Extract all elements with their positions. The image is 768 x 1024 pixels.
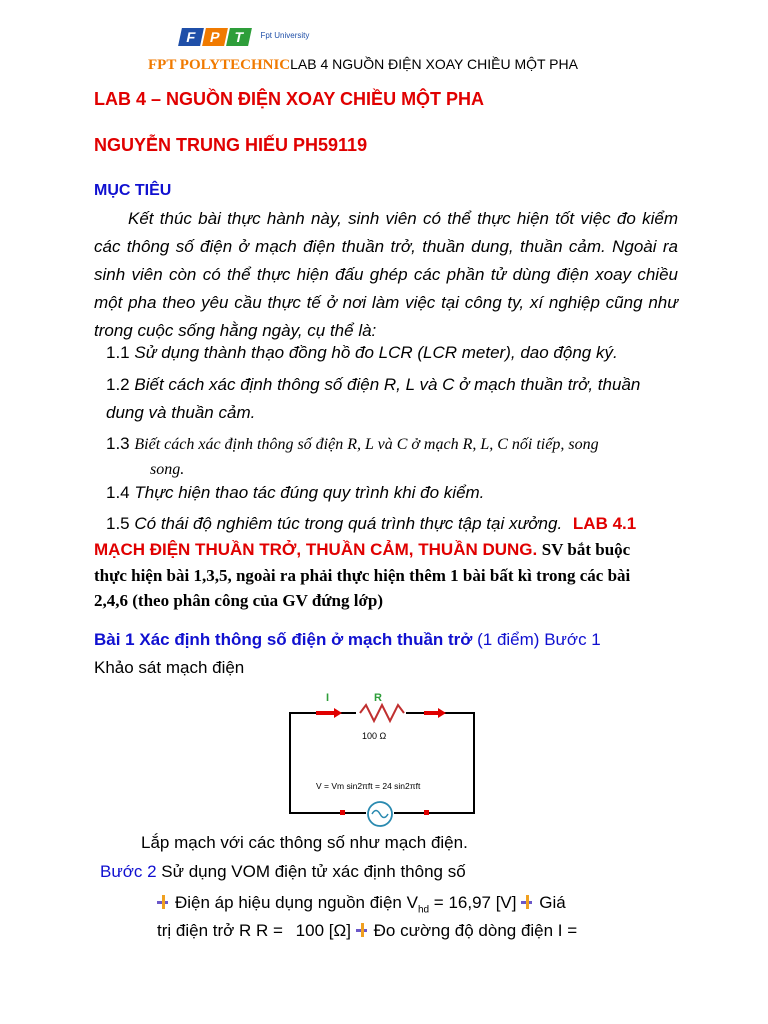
task1-title: Bài 1 Xác định thông số điện ở mạch thuần trở (94, 630, 473, 649)
header-line (148, 56, 578, 74)
logo-letter-t: T (226, 28, 252, 46)
item-1-5 (106, 514, 636, 534)
item-num: 1.4 (106, 483, 130, 502)
polytechnic-brand: FPT POLYTECHNIC (148, 57, 291, 73)
assemble-text: Lắp mạch với các thông số như mạch điện. (141, 833, 468, 852)
author: NGUYỄN TRUNG HIẾU PH59119 (94, 135, 368, 155)
source-formula: V = Vm sin2πft = 24 sin2πft (316, 781, 421, 791)
item-text-cont: dung và thuần cảm. (106, 403, 256, 422)
logo-letter-p: P (202, 28, 228, 46)
measurement-line-2 (157, 921, 577, 941)
item-num: 1.5 (106, 514, 130, 533)
resistor-circuit-diagram (278, 683, 480, 833)
task1-points: (1 điểm) (477, 630, 540, 649)
item-text: Biết cách xác định thông số điện R, L và C ở mạch thuần trở, thuần (134, 375, 641, 394)
terminal-left (340, 810, 345, 815)
label-i: I (326, 692, 330, 704)
terminal-right (424, 810, 429, 815)
r-label: trị điện trở R R = (157, 921, 283, 940)
vhd-value: = 16,97 [V] (433, 893, 517, 912)
vhd-label: Điện áp hiệu dụng nguồn điện V (175, 893, 418, 912)
university-name: Fpt University (260, 31, 310, 40)
r-value: 100 [Ω] (295, 921, 351, 940)
step2-line (100, 862, 466, 882)
item-1-4 (106, 483, 484, 503)
circuit-wire (290, 713, 474, 813)
step2-label: Bước 2 (100, 862, 157, 881)
vhd-sub: hd (417, 904, 430, 916)
requirement-1: SV bắt buộc (541, 540, 631, 559)
objective-heading: MỤC TIÊU (94, 182, 172, 199)
requirement-3: 2,4,6 (theo phân công của GV đứng lớp) (94, 591, 383, 610)
r-prefix: Giá (539, 893, 566, 912)
plus-bullet-icon (157, 894, 173, 910)
label-r: R (374, 692, 382, 704)
requirement-2: thực hiện bài 1,3,5, ngoài ra phải thực hiện thêm 1 bài bất kì trong các bài (94, 566, 631, 585)
measurement-line-1 (157, 893, 566, 915)
doc-title: LAB 4 – NGUỒN ĐIỆN XOAY CHIỀU MỘT PHA (94, 89, 485, 109)
item-text: Thực hiện thao tác đúng quy trình khi đo kiểm. (134, 483, 485, 502)
item-num: 1.3 (106, 434, 130, 453)
item-num: 1.2 (106, 375, 130, 394)
item-1-1 (106, 343, 618, 363)
lab41-label: LAB 4.1 (572, 514, 637, 533)
step1-text: Khảo sát mạch điện (94, 658, 245, 677)
header-logo (180, 28, 309, 50)
task1-heading (94, 630, 601, 650)
current-arrowhead-left (334, 708, 342, 718)
item-1-3 (106, 432, 686, 482)
plus-bullet-icon (521, 894, 537, 910)
item-1-2 (106, 371, 686, 427)
lab41-title: MẠCH ĐIỆN THUẦN TRỞ, THUẦN CẢM, THUẦN DUNG. (94, 540, 538, 559)
item-num: 1.1 (106, 343, 130, 362)
i-label: Đo cường độ dòng điện I = (373, 921, 578, 940)
item-text: Có thái độ nghiêm túc trong quá trình thực tập tại xưởng. (134, 514, 563, 533)
logo-letter-f: F (178, 28, 204, 46)
step2-text: Sử dụng VOM điện tử xác định thông số (161, 862, 466, 881)
item-text: Sử dụng thành thạo đồng hồ đo LCR (LCR meter), dao động ký. (134, 343, 618, 362)
objective-text: Kết thúc bài thực hành này, sinh viên có thể thực hiện tốt việc đo kiểm các thông số điện ở mạch điện thuần trở, thuần dung, thuần cảm. Ngoài ra sinh viên còn có thể thực hiện đấu ghép các phần tử dùng điện xoay chiều một pha theo yêu cầu thực tế ở nơi làm việc tại công ty, xí nghiệp cũng như trong cuộc sống hằng ngày, cụ thể là: (94, 209, 678, 340)
resistance-value: 100 Ω (362, 731, 387, 741)
lab41-line (94, 540, 630, 560)
item-text-cont: song. (150, 461, 185, 478)
item-text: Biết cách xác định thông số điện R, L và C ở mạch R, L, C nối tiếp, song (134, 436, 599, 453)
running-title: LAB 4 NGUỒN ĐIỆN XOAY CHIỀU MỘT PHA (290, 56, 578, 72)
plus-bullet-icon (356, 922, 372, 938)
step1-label: Bước 1 (544, 630, 601, 649)
current-arrowhead-right (438, 708, 446, 718)
